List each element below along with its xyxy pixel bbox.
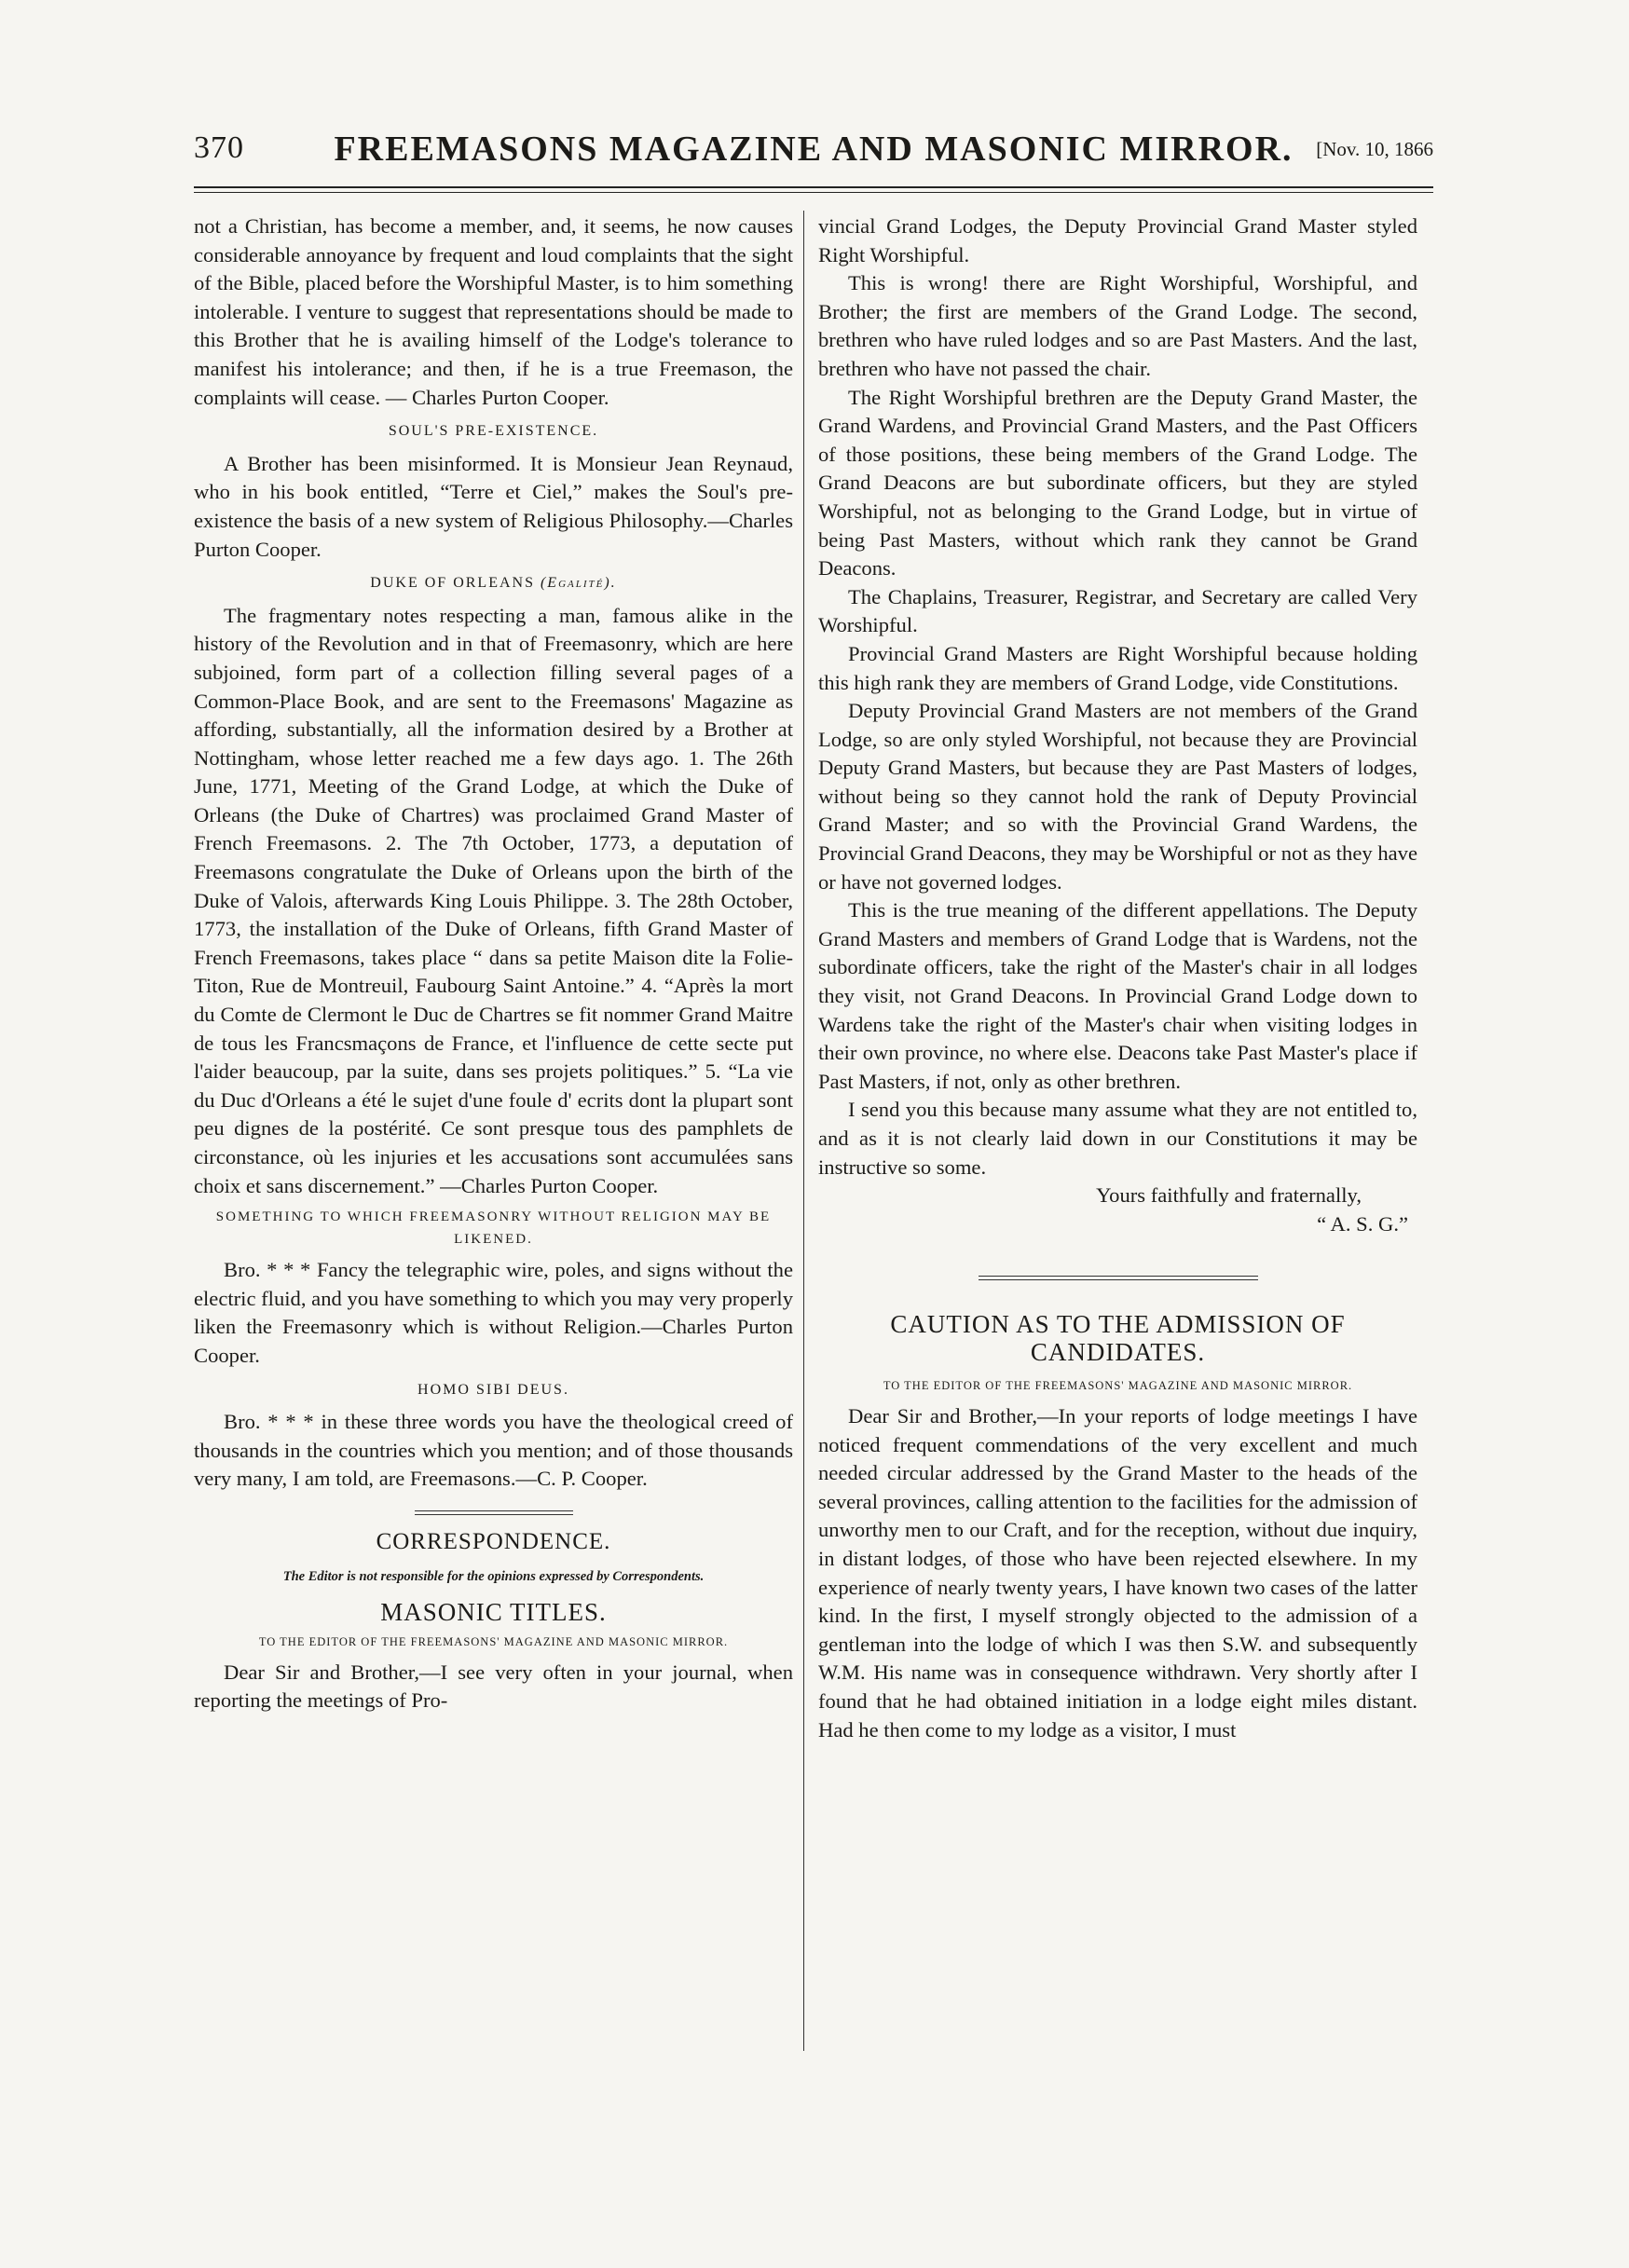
- address-line: TO THE EDITOR OF THE FREEMASONS' MAGAZINE AND MASONIC MIRROR.: [258, 1635, 729, 1649]
- masthead-title: FREEMASONS MAGAZINE AND MASONIC MIRROR.: [334, 130, 1294, 169]
- right-column: [818, 212, 1417, 1744]
- editor-note: The Editor is not responsible for the opinions expressed by Correspondents.: [282, 1568, 705, 1584]
- paragraph-duke: The fragmentary notes respecting a man, famous alike in the history of the Revolution and in that of Freemasonry, which are here subjoined, form part of a collection filling several pages of a Common-Place Book, and are sent to the Freemasons' Magazine as affording, substantially, all the information desired by a Brother at Nottingham, whose letter reached me a few days ago. 1. The 26th June, 1771, Meeting of the Grand Lodge, at which the Duke of Orleans (the Duke of Chartres) was proclaimed Grand Master of French Freemasons. 2. The 7th October, 1773, a deputation of Freemasons congratulate the Duke of Orleans upon the birth of the Duke of Valois, afterwards King Louis Philippe. 3. The 28th October, 1773, the installation of the Duke of Orleans, fifth Grand Master of French Freemasons, takes place “ dans sa petite Maison dite la Folie-Titon, Rue de Montreuil, Faubourg Saint Antoine.” 4. “Après la mort du Comte de Clermont le Duc de Chartres se fit nommer Grand Maitre de tous les Francsmaçons de France, et l'influence de cette secte put l'aider beaucoup, par la suite, dans ses projets politiques.” 5. “La vie du Duc d'Orleans a été le sujet d'une foule d' ecrits dont la plupart sont peu dignes de la postérité. Ce sont presque tous des pamphlets de circonstance, où les injuries et les accusations sont accumulées sans choix et sans discernement.” —Charles Purton Cooper.: [194, 603, 793, 1197]
- paragraph-cont: vincial Grand Lodges, the Deputy Provincial Grand Master styled Right Worshipful.: [818, 214, 1417, 266]
- page-header: [194, 130, 1433, 177]
- heading-duke-of-orleans: [194, 569, 793, 598]
- heading-caution: CAUTION AS TO THE ADMISSION OF CANDIDATES.: [890, 1310, 1346, 1367]
- paragraph-caution: Dear Sir and Brother,—In your reports of lodge meetings I have noticed frequent commendations of the very excellent and much needed circular addressed by the Grand Master to the heads of the several provinces, calling attention to the facilities for the admission of unworthy men to our Craft, and for the reception, without due inquiry, in distant lodges, of those who have been rejected elsewhere. In my experience of nearly twenty years, I have known two cases of the latter kind. In the first, I myself strongly objected to the admission of a gentleman into the lodge of which I was then S.W. and subsequently W.M. His name was in consequence withdrawn. Very shortly after I found that he had obtained initiation in a lodge eight miles distant. Had he then come to my lodge as a visitor, I must: [818, 1403, 1417, 1742]
- heading-soul-pre-existence: SOUL'S PRE-EXISTENCE.: [388, 423, 599, 440]
- paragraph-homo: Bro. * * * in these three words you have the theological creed of thousands in the countries which you mention; and of those thousands very many, I am told, are Freemasons.—C. P. Cooper.: [194, 1410, 793, 1491]
- paragraph-something: Bro. * * * Fancy the telegraphic wire, poles, and signs without the electric fluid, and you have something to which you may very properly liken the Freemasonry which is without Religion.—Charles Purton Cooper.: [194, 1258, 793, 1367]
- paragraph: Deputy Provincial Grand Masters are not members of the Grand Lodge, so are only styled Worshipful, not because they are Provincial Deputy Grand Masters, but because they are Past Masters of lodges, without being so they cannot hold the rank of Deputy Provincial Grand Master; and so with the Provincial Grand Wardens, the Provincial Grand Deacons, they may be Worshipful or not as they have or have not governed lodges.: [818, 699, 1417, 894]
- column-divider: [803, 211, 804, 2051]
- heading-correspondence: CORRESPONDENCE.: [376, 1528, 611, 1554]
- header-rule-thin: [194, 192, 1433, 193]
- paragraph-cont: not a Christian, has become a member, and, it seems, he now causes considerable annoyance by frequent and loud complaints that the sight of the Bible, placed before the Worshipful Master, is to him something intolerable. I venture to suggest that representations should be made to this Brother that he is availing himself of the Lodge's tolerance to manifest his intolerance; and then, if he is a true Freemason, the complaints will cease. — Charles Purton Cooper.: [194, 214, 793, 409]
- address-line: TO THE EDITOR OF THE FREEMASONS' MAGAZINE AND MASONIC MIRROR.: [883, 1379, 1353, 1393]
- heading-duke-italic: (Egalité).: [540, 575, 617, 592]
- heading-masonic-titles: MASONIC TITLES.: [380, 1598, 607, 1627]
- issue-date: [Nov. 10, 1866: [1316, 138, 1433, 160]
- paragraph: This is wrong! there are Right Worshipful, Worshipful, and Brother; the first are members of the Grand Lodge. The second, brethren who have ruled lodges and so are Past Masters. And the last, brethren who have not passed the chair.: [818, 271, 1417, 380]
- paragraph: Provincial Grand Masters are Right Worshipful because holding this high rank they are members of Grand Lodge, vide Constitutions.: [818, 641, 1417, 694]
- left-column: [194, 212, 793, 1715]
- paragraph: The Right Worshipful brethren are the Deputy Grand Master, the Grand Wardens, and Provincial Grand Masters, and the Past Officers of those positions, these being members of the Grand Lodge. The Grand Deacons are but subordinate officers, but they are styled Worshipful, not as belonging to the Grand Lodge, but in virtue of being Past Masters, without which rank they cannot be Grand Deacons.: [818, 385, 1417, 581]
- signature-initials: “ A. S. G.”: [1317, 1211, 1408, 1236]
- section-divider: [415, 1510, 573, 1515]
- section-divider: [979, 1276, 1258, 1280]
- heading-homo-sibi-deus: HOMO SIBI DEUS.: [418, 1381, 569, 1398]
- paragraph: I send you this because many assume what they are not entitled to, and as it is not clearly laid down in our Constitutions it may be instructive so some.: [818, 1098, 1417, 1179]
- paragraph-soul: A Brother has been misinformed. It is Monsieur Jean Reynaud, who in his book entitled, “Terre et Ciel,” makes the Soul's pre-existence the basis of a new system of Religious Philosophy.—Charles Purton Cooper.: [194, 451, 793, 561]
- paragraph-titles: Dear Sir and Brother,—I see very often in your journal, when reporting the meetings of Pro-: [194, 1660, 793, 1713]
- paragraph: The Chaplains, Treasurer, Registrar, and Secretary are called Very Worshipful.: [818, 584, 1417, 637]
- header-rule: [194, 186, 1433, 188]
- page-number: 370: [194, 130, 244, 165]
- heading-duke-text: DUKE OF ORLEANS: [370, 575, 535, 592]
- signature-closing: Yours faithfully and fraternally,: [1096, 1183, 1362, 1208]
- paragraph: This is the true meaning of the different appellations. The Deputy Grand Masters and members of Grand Lodge that is Wardens, not the subordinate officers, take the right of the Master's chair in all lodges they visit, not Grand Deacons. In Provincial Grand Lodge down to Wardens take the right of the Master's chair when visiting lodges in their own province, no where else. Deacons take Past Master's place if Past Masters, if not, only as other brethren.: [818, 898, 1417, 1093]
- heading-something: SOMETHING TO WHICH FREEMASONRY WITHOUT RELIGION MAY BE LIKENED.: [215, 1209, 772, 1248]
